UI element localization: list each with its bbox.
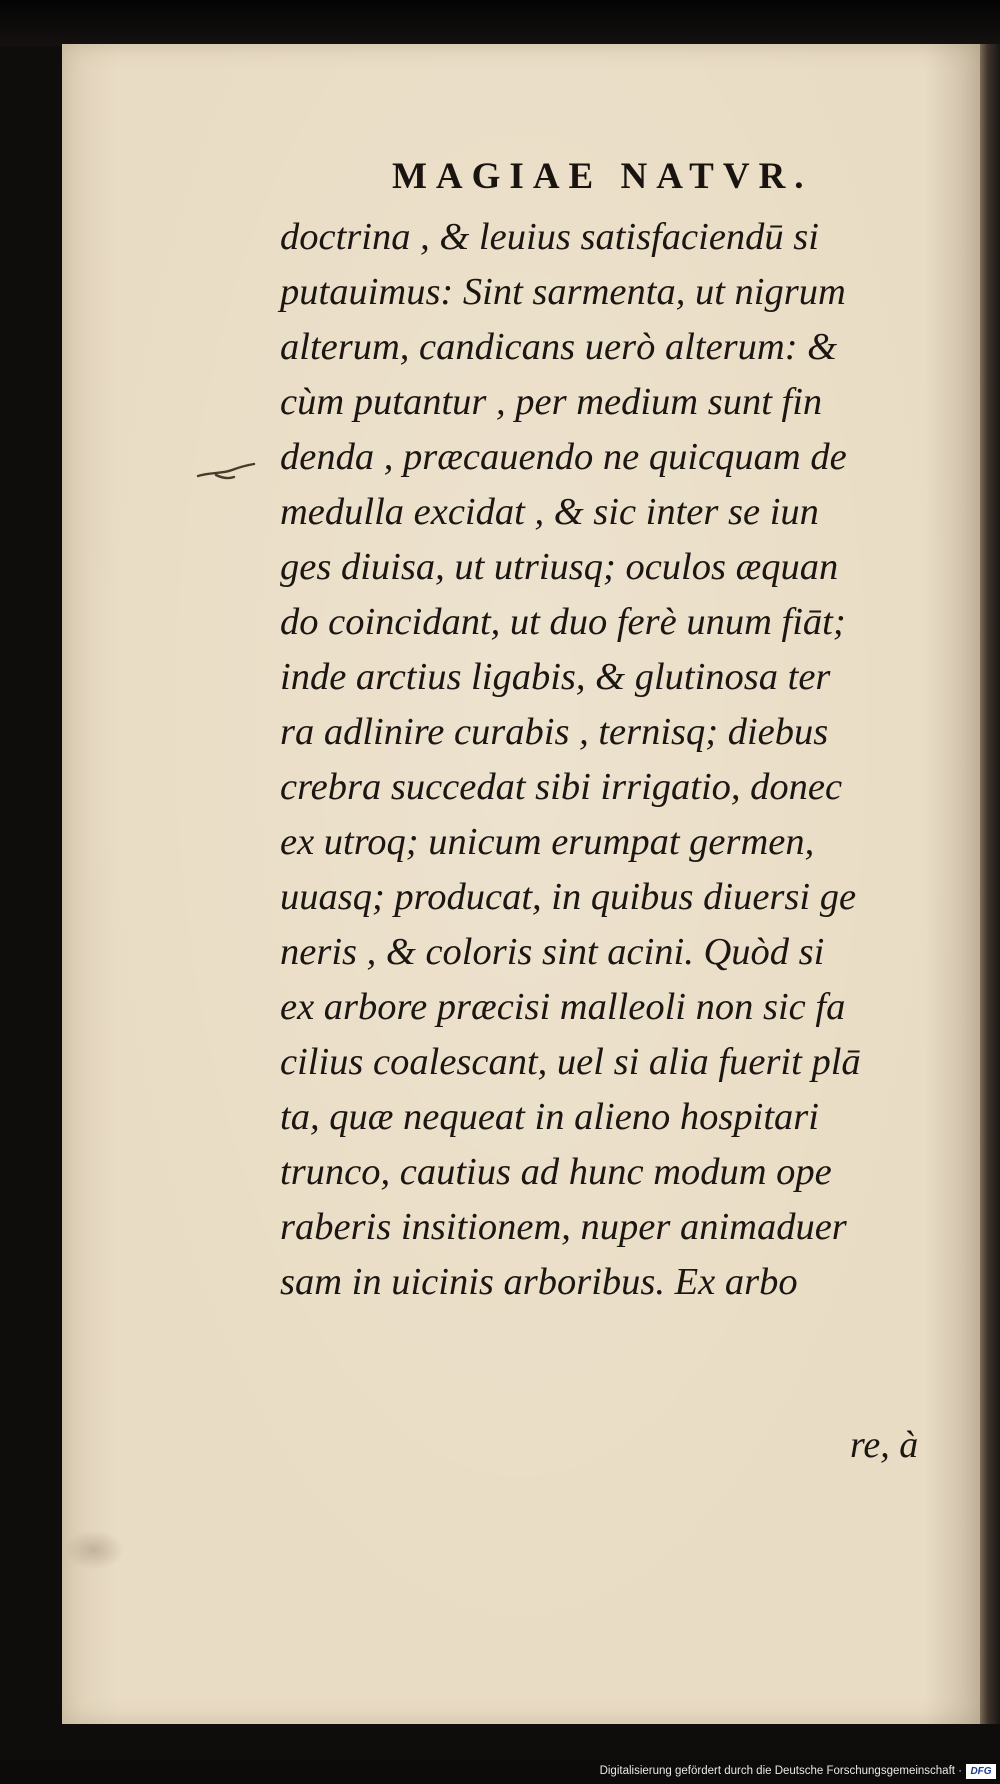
page-stain (64, 1530, 124, 1570)
text-line: denda , præcauendo ne quicquam de (280, 436, 847, 478)
page-edge-shadow (980, 44, 1000, 1724)
marginal-ink-mark (196, 462, 256, 486)
text-line: sam in uicinis arboribus. Ex arbo (280, 1261, 798, 1303)
text-line: trunco, cautius ad hunc modum ope (280, 1151, 832, 1193)
text-line: alterum, candicans uerò alterum: & (280, 326, 838, 368)
text-line: uuasq; producat, in quibus diuersi ge (280, 876, 857, 918)
text-line: ges diuisa, ut utriusq; oculos æquan (280, 546, 839, 588)
text-line: ta, quæ nequeat in alieno hospitari (280, 1096, 819, 1138)
dfg-logo: DFG (966, 1764, 996, 1779)
text-line: doctrina , & leuius satisfaciendū si (280, 216, 819, 258)
text-line: cilius coalescant, uel si alia fuerit plā (280, 1041, 861, 1083)
text-line: do coincidant, ut duo ferè unum fiāt; (280, 601, 846, 643)
text-line: ex arbore præcisi malleoli non sic fa (280, 986, 846, 1028)
running-head: MAGIAE NATVR. (392, 156, 813, 197)
text-line: putauimus: Sint sarmenta, ut nigrum (280, 271, 846, 313)
text-line: ra adlinire curabis , ternisq; diebus (280, 711, 829, 753)
text-line: medulla excidat , & sic inter se iun (280, 491, 819, 533)
text-line: neris , & coloris sint acini. Quòd si (280, 931, 825, 973)
text-line: ex utroq; unicum erumpat germen, (280, 821, 815, 863)
scan-top-border (0, 0, 1000, 46)
catchword: re, à (850, 1424, 919, 1466)
text-line: inde arctius ligabis, & glutinosa ter (280, 656, 831, 698)
digitization-credit: Digitalisierung gefördert durch die Deutsche Forschungsgemeinschaft · (599, 1765, 962, 1777)
text-line: crebra succedat sibi irrigatio, donec (280, 766, 843, 808)
body-text (280, 210, 940, 1310)
text-line: raberis insitionem, nuper animaduer (280, 1206, 847, 1248)
text-line: cùm putantur , per medium sunt fin (280, 381, 823, 423)
